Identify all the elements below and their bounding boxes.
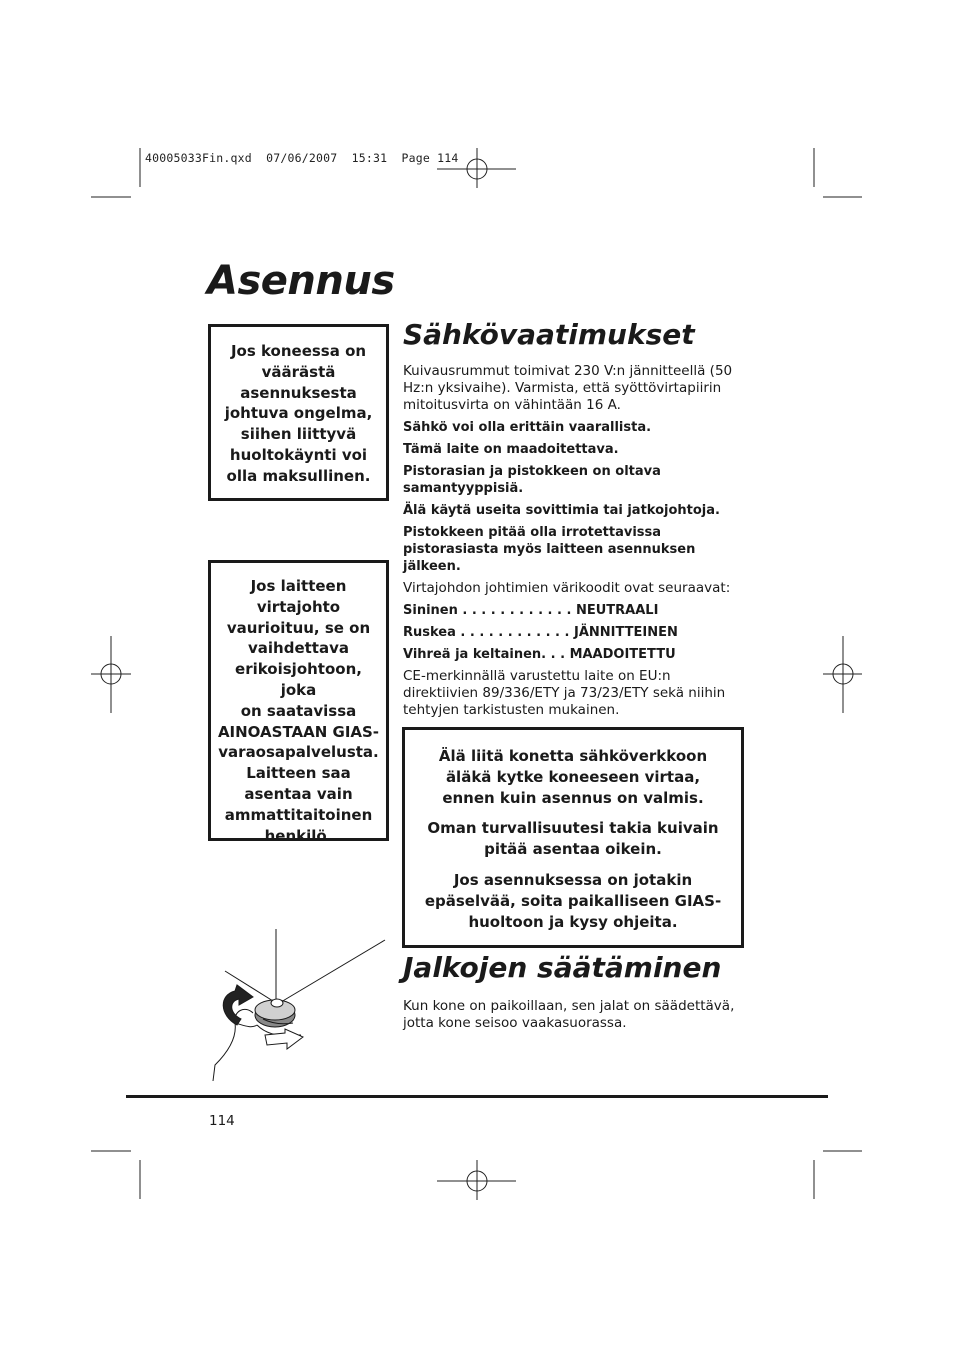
color-code-intro: Virtajohdon johtimien värikoodit ovat seuraavat: [403,580,731,596]
note-line: Jos laitteen [250,577,347,595]
warning-box [402,727,744,948]
note-line: ammattitaitoinen [224,805,373,824]
note-line: olla maksullinen. [226,466,371,485]
note-line: huoltokäynti voi [229,445,368,464]
note-line: siihen liittyvä [240,425,357,444]
safety-line: Pistorasian ja pistokkeen on oltava samantyyppisiä. [403,464,661,496]
safety-line: Älä käytä useita sovittimia tai jatkojohtoja. [403,503,720,518]
note-line: virtajohto [256,597,341,616]
note-line: henkilö. [264,826,333,845]
warning-line: Jos asennuksessa on jotakin epäselvää, soita paikalliseen GIAS-huoltoon ja kysy ohjeita. [424,870,722,931]
note-line: väärästä [261,362,336,381]
note-line: vaihdettava [248,639,349,658]
note-line: on saatavissa [240,701,357,720]
safety-line: Pistokkeen pitää olla irrotettavissa pistorasiasta myös laitteen asennuksen jälkeen. [403,525,696,574]
section-heading-feet: Jalkojen säätäminen [403,951,722,984]
warning-line: Oman turvallisuutesi takia kuivain pitää asentaa oikein. [427,819,719,859]
intro-text: Kuivausrummut toimivat 230 V:n jännitteellä (50 Hz:n yksivaihe). Varmista, että syöttövirtapiirin mitoitusvirta on vähintään 16 A. [403,363,733,413]
side-note-cost [208,324,389,501]
side-note-cable [208,560,389,845]
wire-row [403,624,748,641]
ce-text: CE-merkinnällä varustettu laite on EU:n direktiivien 89/336/ETY ja 73/23/ETY sekä niihin tehtyjen tarkistusten mukainen. [403,668,726,718]
wire-color: Sininen . . . . . . . . . . . . [403,603,572,618]
note-line: johtuva ongelma, [224,404,373,423]
wire-role: MAADOITETTU [569,647,676,662]
wire-role: JÄNNITTEINEN [574,625,678,640]
note-line: vaurioituu, se on [226,618,371,637]
note-line: Laitteen saa [246,764,351,783]
note-line: asennuksesta [240,383,357,402]
wire-color: Ruskea . . . . . . . . . . . . [403,625,570,640]
feet-text: Kun kone on paikoillaan, sen jalat on säädettävä, jotta kone seisoo vaakasuorassa. [403,998,735,1031]
wire-row [403,602,748,619]
page-title: Asennus [207,258,395,304]
note-line: erikoisjohtoon, joka [235,660,362,699]
note-line: asentaa vain [244,784,353,803]
foot-adjust-illustration [205,925,390,1085]
page-number: 114 [209,1113,235,1129]
safety-line: Tämä laite on maadoitettava. [403,442,619,457]
wire-row [403,646,748,663]
note-line: AINOASTAAN GIAS- [217,722,380,741]
footer-rule [126,1095,828,1098]
print-slug: 40005033Fin.qxd 07/06/2007 15:31 Page 114 [145,151,459,165]
note-line: Jos koneessa on [230,342,367,360]
safety-line: Sähkö voi olla erittäin vaarallista. [403,420,652,435]
feet-section [403,998,748,1037]
wire-role: NEUTRAALI [575,603,659,618]
note-line: varaosapalvelusta. [218,743,379,762]
electrical-section [403,363,748,724]
warning-line: Älä liitä konetta sähköverkkoon äläkä kytke koneeseen virtaa, ennen kuin asennus on valmis. [438,747,708,807]
section-heading-electrical: Sähkövaatimukset [403,318,695,351]
wire-color: Vihreä ja keltainen. . . [403,647,566,662]
